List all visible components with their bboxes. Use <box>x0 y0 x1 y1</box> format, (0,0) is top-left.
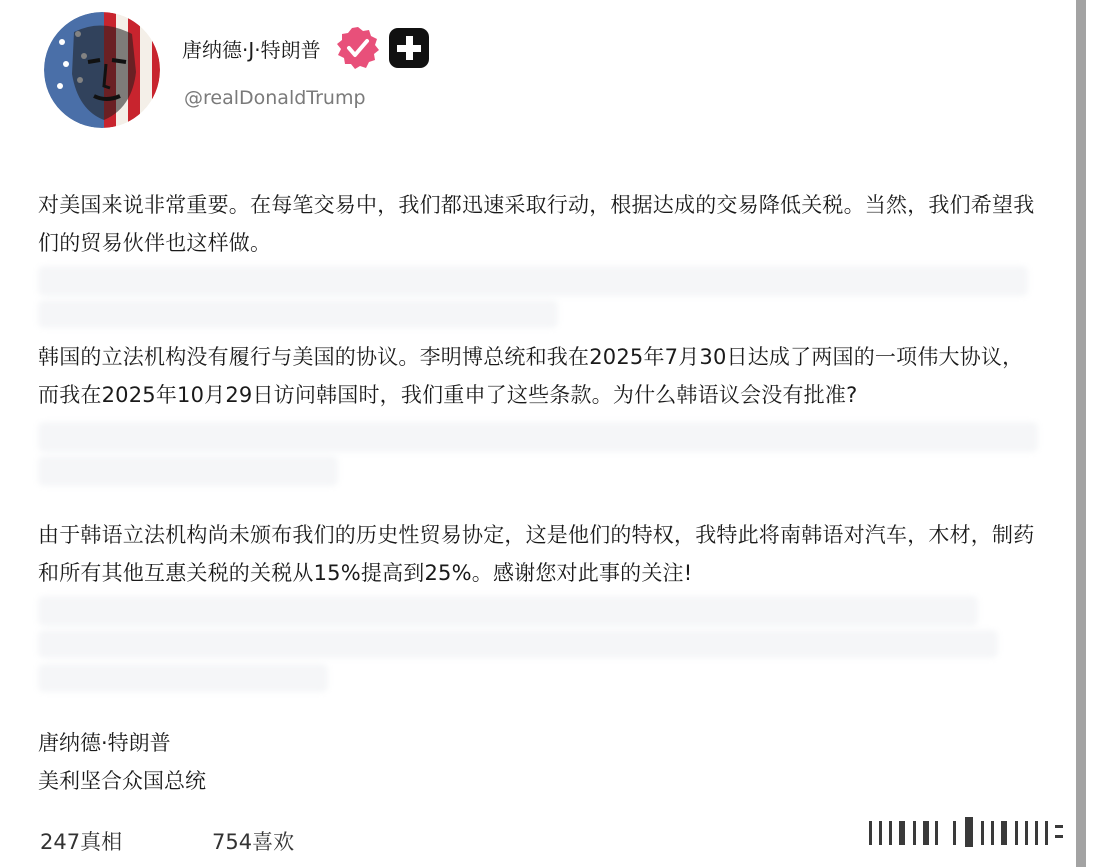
signature <box>38 724 206 800</box>
post-paragraph: 由于韩语立法机构尚未颁布我们的历史性贸易协定，这是他们的特权，我特此将南韩语对汽车，木材，制药和所有其他互惠关税的关税从15%提高到25%。感谢您对此事的关注! <box>38 523 1035 585</box>
avatar[interactable] <box>44 12 160 128</box>
blurred-text-overlay <box>38 300 558 328</box>
blurred-text-overlay <box>38 266 1028 296</box>
display-name[interactable]: 唐纳德·J·特朗普 <box>182 37 321 62</box>
likes-count[interactable]: 754喜欢 <box>212 830 295 854</box>
name-row <box>182 23 429 73</box>
scrollbar[interactable] <box>1076 0 1086 867</box>
post-header <box>44 12 429 128</box>
blurred-text-overlay <box>38 422 1038 452</box>
verified-badge-icon <box>335 25 381 71</box>
post-paragraph: 对美国来说非常重要。在每笔交易中，我们都迅速采取行动，根据达成的交易降低关税。当然，我们希望我们的贸易伙伴也这样做。 <box>38 193 1035 255</box>
truths-count[interactable]: 247真相 <box>40 830 123 854</box>
flag-portrait-avatar-icon <box>44 12 160 128</box>
handle[interactable]: @realDonaldTrump <box>184 87 366 109</box>
post-stats <box>40 826 294 856</box>
blurred-text-overlay <box>38 596 978 626</box>
plus-icon[interactable] <box>389 28 429 68</box>
watermark-bars-icon <box>869 815 1074 851</box>
signature-name: 唐纳德·特朗普 <box>38 731 171 755</box>
identity-block <box>182 23 429 109</box>
blurred-text-overlay <box>38 456 338 486</box>
blurred-text-overlay <box>38 630 998 658</box>
blurred-text-overlay <box>38 664 328 692</box>
signature-title: 美利坚合众国总统 <box>38 769 206 793</box>
post-paragraph: 韩国的立法机构没有履行与美国的协议。李明博总统和我在2025年7月30日达成了两国的一项伟大协议，而我在2025年10月29日访问韩国时，我们重申了这些条款。为什么韩语议会没有批准? <box>38 345 1024 407</box>
